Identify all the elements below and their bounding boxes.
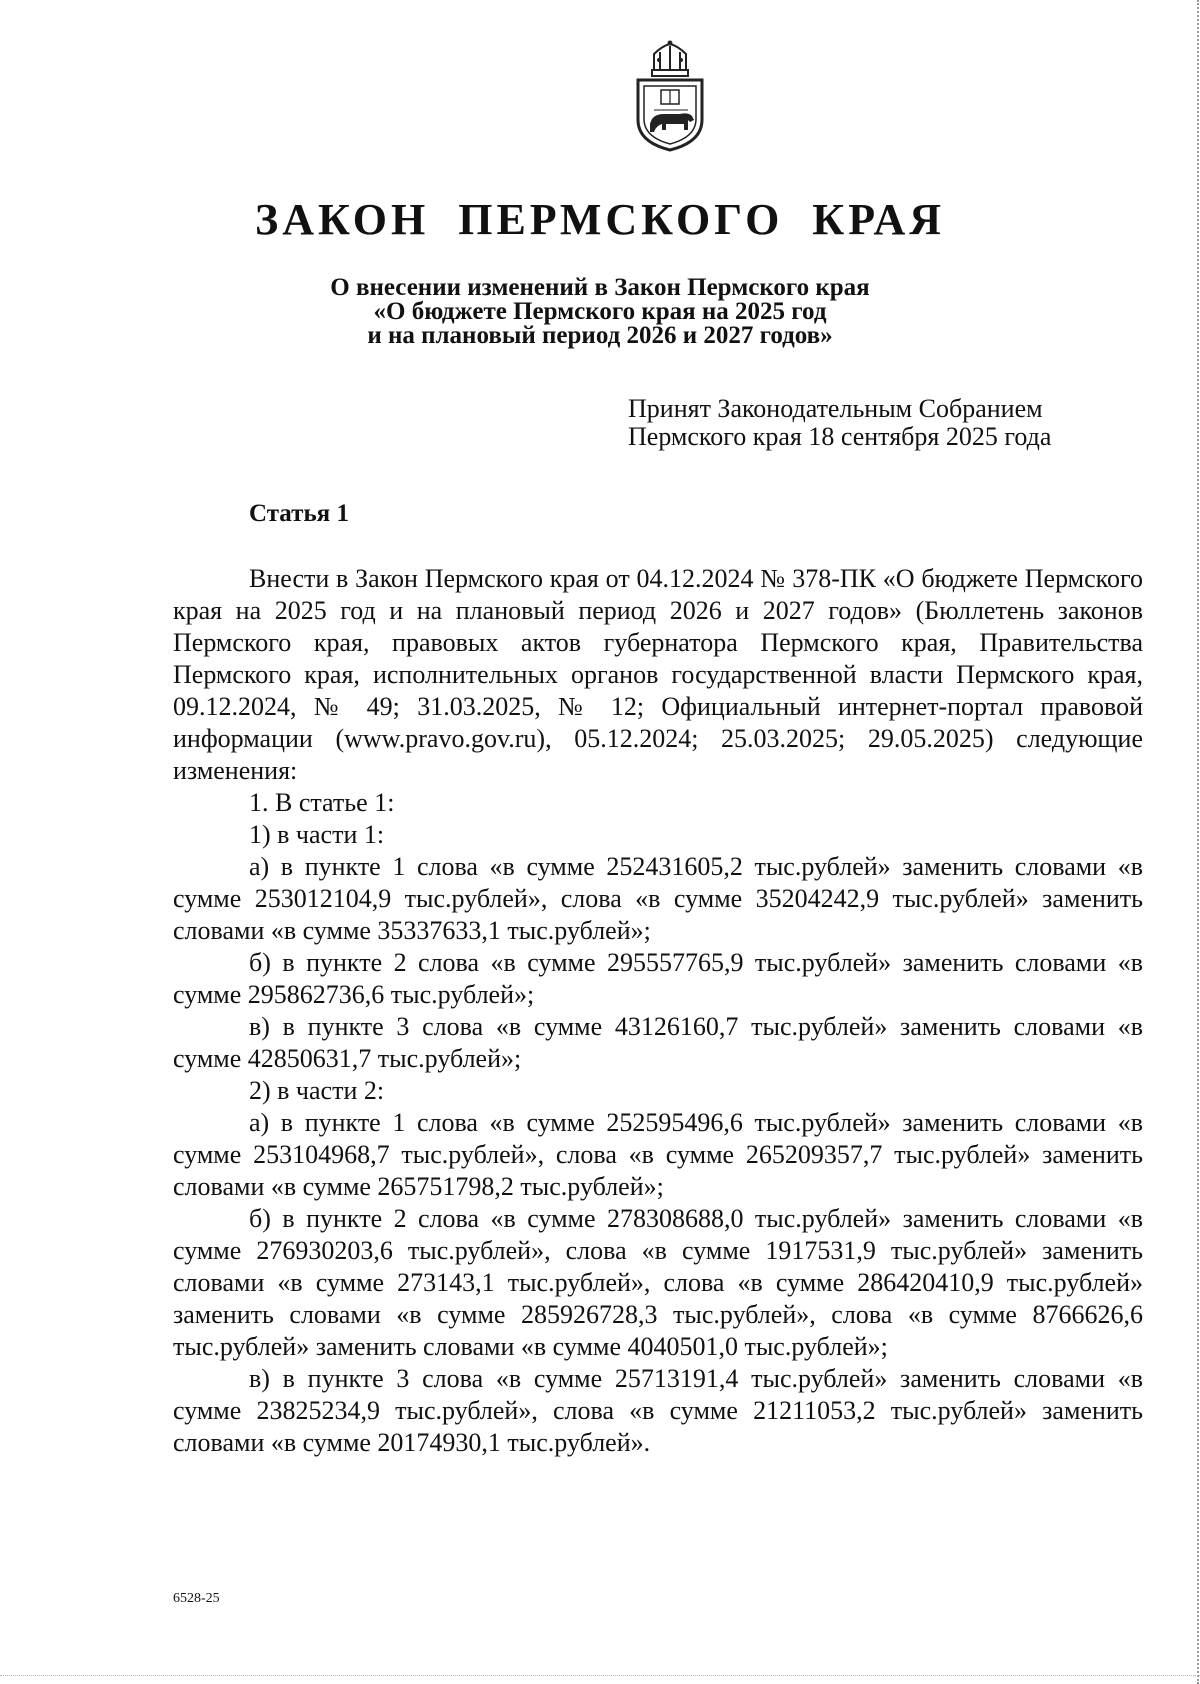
law-subject-line: О внесении изменений в Закон Пермского края — [330, 274, 870, 301]
law-subject — [0, 276, 1200, 348]
article-paragraph: Внести в Закон Пермского края от 04.12.2024 № 378-ПК «О бюджете Пермского края на 2025 год и на плановый период 2026 и 2027 годов» (Бюллетень законов Пермского края, правовых актов губернатора Пермского края, Правительства Пермского края, исполнительных органов государственной власти Пермского края, 09.12.2024, № 49; 31.03.2025, № 12; Официальный интернет-портал правовой информации (www.pravo.gov.ru), 05.12.2024; 25.03.2025; 29.05.2025) следующие изменения: — [173, 564, 1143, 785]
article-paragraph: б) в пункте 2 слова «в сумме 295557765,9 тыс.рублей» заменить словами «в сумме 295862736,6 тыс.рублей»; — [173, 948, 1143, 1009]
law-title: ЗАКОН ПЕРМСКОГО КРАЯ — [254, 195, 946, 244]
document-code: 6528-25 — [173, 1591, 220, 1606]
article-paragraph: в) в пункте 3 слова «в сумме 43126160,7 тыс.рублей» заменить словами «в сумме 42850631,7 тыс.рублей»; — [173, 1012, 1143, 1073]
perm-krai-coat-of-arms-icon — [632, 40, 708, 152]
article-paragraph: 2) в части 2: — [249, 1076, 385, 1105]
article-heading: Статья 1 — [249, 500, 349, 527]
law-subject-line: и на плановый период 2026 и 2027 годов» — [367, 322, 833, 349]
article-paragraph: а) в пункте 1 слова «в сумме 252595496,6 тыс.рублей» заменить словами «в сумме 253104968,7 тыс.рублей», слова «в сумме 265209357,7 тыс.рублей» заменить словами «в сумме 265751798,2 тыс.рублей»; — [173, 1108, 1143, 1201]
article-paragraph: в) в пункте 3 слова «в сумме 25713191,4 тыс.рублей» заменить словами «в сумме 23825234,9 тыс.рублей», слова «в сумме 21211053,2 тыс.рублей» заменить словами «в сумме 20174930,1 тыс.рублей». — [173, 1364, 1143, 1457]
article-body — [173, 563, 1143, 1459]
article-paragraph: 1) в части 1: — [249, 820, 385, 849]
law-subject-line: «О бюджете Пермского края на 2025 год — [373, 298, 827, 325]
scan-edge-right — [1197, 0, 1199, 1684]
adoption-line: Пермского края 18 сентября 2025 года — [628, 422, 1052, 451]
adoption-line: Принят Законодательным Собранием — [628, 394, 1043, 423]
article-paragraph: 1. В статье 1: — [249, 788, 395, 817]
adoption-note — [628, 395, 1051, 451]
article-paragraph: б) в пункте 2 слова «в сумме 278308688,0 тыс.рублей» заменить словами «в сумме 276930203,6 тыс.рублей», слова «в сумме 1917531,9 тыс.рублей» заменить словами «в сумме 273143,1 тыс.рублей», слова «в сумме 286420410,9 тыс.рублей» заменить словами «в сумме 285926728,3 тыс.рублей», слова «в сумме 8766626,6 тыс.рублей» заменить словами «в сумме 4040501,0 тыс.рублей»; — [173, 1204, 1143, 1361]
article-paragraph: а) в пункте 1 слова «в сумме 252431605,2 тыс.рублей» заменить словами «в сумме 253012104,9 тыс.рублей», слова «в сумме 35204242,9 тыс.рублей» заменить словами «в сумме 35337633,1 тыс.рублей»; — [173, 852, 1143, 945]
scan-edge-bottom — [0, 1675, 1200, 1676]
